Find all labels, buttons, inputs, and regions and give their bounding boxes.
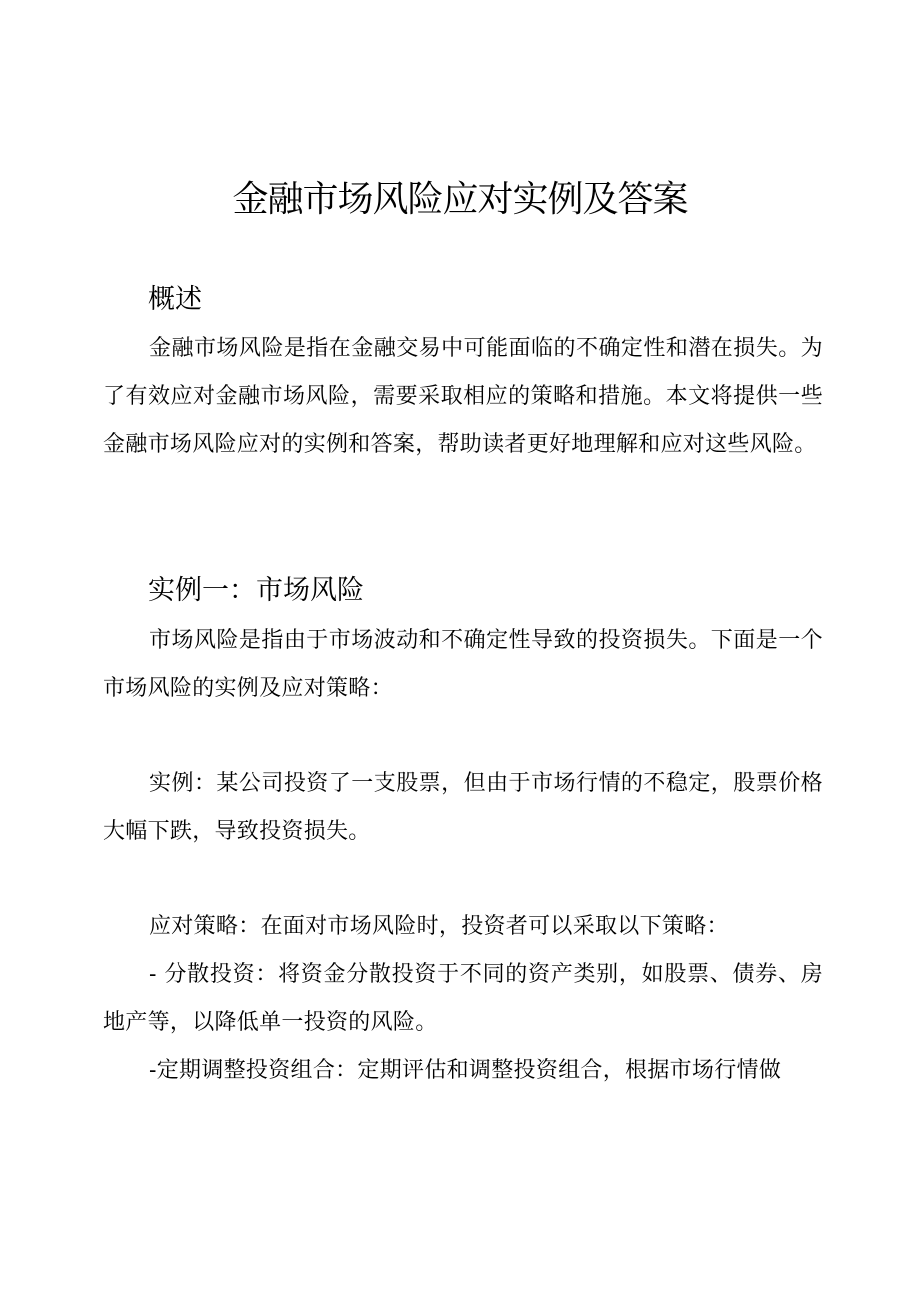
strategy-item-diversify: - 分散投资：将资金分散投资于不同的资产类别，如股票、债券、房地产等，以降低单一投资的风险。 (103, 962, 823, 1035)
market-risk-definition-paragraph: 市场风险是指由于市场波动和不确定性导致的投资损失。下面是一个市场风险的实例及应对策略： (103, 628, 823, 701)
example-paragraph: 实例：某公司投资了一支股票，但由于市场行情的不稳定，股票价格大幅下跌，导致投资损失。 (103, 771, 823, 844)
strategy-item-rebalance: -定期调整投资组合：定期评估和调整投资组合，根据市场行情做 (149, 1058, 782, 1083)
section-heading-example-one: 实例一：市场风险 (148, 575, 364, 606)
section-heading-overview: 概述 (148, 284, 202, 315)
strategy-intro-paragraph: 应对策略：在面对市场风险时，投资者可以采取以下策略： (149, 914, 729, 939)
overview-paragraph: 金融市场风险是指在金融交易中可能面临的不确定性和潜在损失。为了有效应对金融市场风险，需要采取相应的策略和措施。本文将提供一些金融市场风险应对的实例和答案，帮助读者更好地理解和应对这些风险。 (103, 336, 823, 457)
document-title: 金融市场风险应对实例及答案 (232, 179, 688, 220)
